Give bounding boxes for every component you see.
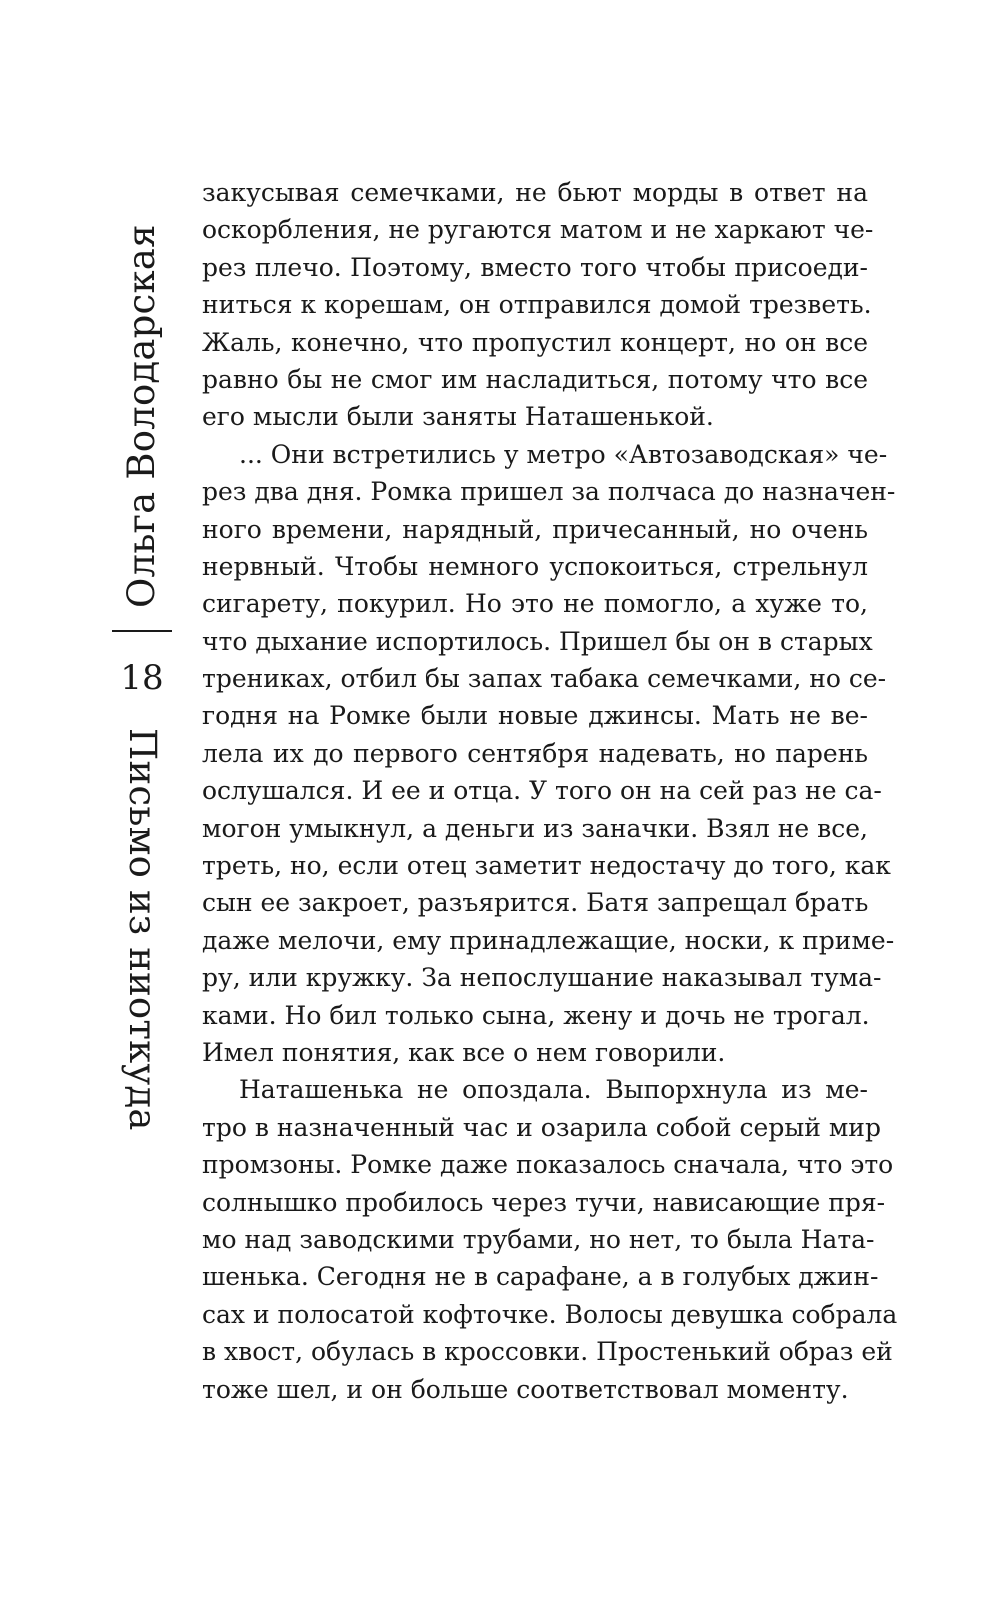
text-line: рез два дня. Ромка пришел за полчаса до назначен- <box>202 477 896 507</box>
text-line: сын ее закроет, разъярится. Батя запрещал брать <box>202 888 869 918</box>
text-line: что дыхание испортилось. Пришел бы он в старых <box>202 626 873 656</box>
running-header <box>112 224 172 1131</box>
body-text <box>202 174 898 1408</box>
running-header-book-title: Письмо из ниоткуда <box>121 728 164 1131</box>
running-header-divider <box>112 630 172 632</box>
text-line: Имел понятия, как все о нем говорили. <box>202 1037 726 1067</box>
text-line: могон умыкнул, а деньги из заначки. Взял не все, <box>202 813 868 843</box>
text-line: ... Они встретились у метро «Автозаводская» че- <box>239 439 888 469</box>
text-line: его мысли были заняты Наташенькой. <box>202 402 714 432</box>
text-line: оскорбления, не ругаются матом и не харкают че- <box>202 215 874 245</box>
text-line: ослушался. И ее и отца. У того он на сей раз не са- <box>202 776 882 806</box>
text-line: рез плечо. Поэтому, вместо того чтобы присоеди- <box>202 252 868 282</box>
text-line: в хвост, обулась в кроссовки. Простенький образ ей <box>202 1337 893 1367</box>
text-line: лела их до первого сентября надевать, но парень <box>202 738 868 768</box>
text-line: нервный. Чтобы немного успокоиться, стрельнул <box>202 551 868 581</box>
text-line: ниться к корешам, он отправился домой трезветь. <box>202 290 872 320</box>
text-line: Жаль, конечно, что пропустил концерт, но он все <box>202 327 868 357</box>
text-line: солнышко пробилось через тучи, нависающие пря- <box>202 1187 886 1217</box>
text-line: тоже шел, и он больше соответствовал моменту. <box>202 1374 849 1404</box>
text-line: треть, но, если отец заметит недостачу до того, как <box>202 851 891 881</box>
text-line: ками. Но бил только сына, жену и дочь не трогал. <box>202 1000 870 1030</box>
text-line: тро в назначенный час и озарила собой серый мир <box>202 1112 881 1142</box>
text-line: сах и полосатой кофточке. Волосы девушка собрала <box>202 1299 898 1329</box>
text-line: ру, или кружку. За непослушание наказывал тума- <box>202 963 882 993</box>
text-line: закусывая семечками, не бьют морды в ответ на <box>202 178 868 207</box>
text-line: мо над заводскими трубами, но нет, то была Ната- <box>202 1224 875 1254</box>
running-header-author: Ольга Володарская <box>120 224 163 608</box>
text-line: трениках, отбил бы запах табака семечками, но се- <box>202 664 887 694</box>
text-line: шенька. Сегодня не в сарафане, а в голубых джин- <box>202 1262 879 1292</box>
text-line: даже мелочи, ему принадлежащие, носки, к приме- <box>202 925 895 955</box>
text-line: равно бы не смог им насладиться, потому что все <box>202 364 868 394</box>
text-line: годня на Ромке были новые джинсы. Мать не ве- <box>202 701 868 731</box>
text-line: Наташенька не опоздала. Выпорхнула из ме- <box>239 1075 868 1105</box>
page-number: 18 <box>120 658 164 698</box>
text-line: сигарету, покурил. Но это не помогло, а хуже то, <box>202 589 868 619</box>
text-line: промзоны. Ромке даже показалось сначала, что это <box>202 1150 894 1180</box>
text-line: ного времени, нарядный, причесанный, но очень <box>202 514 868 544</box>
